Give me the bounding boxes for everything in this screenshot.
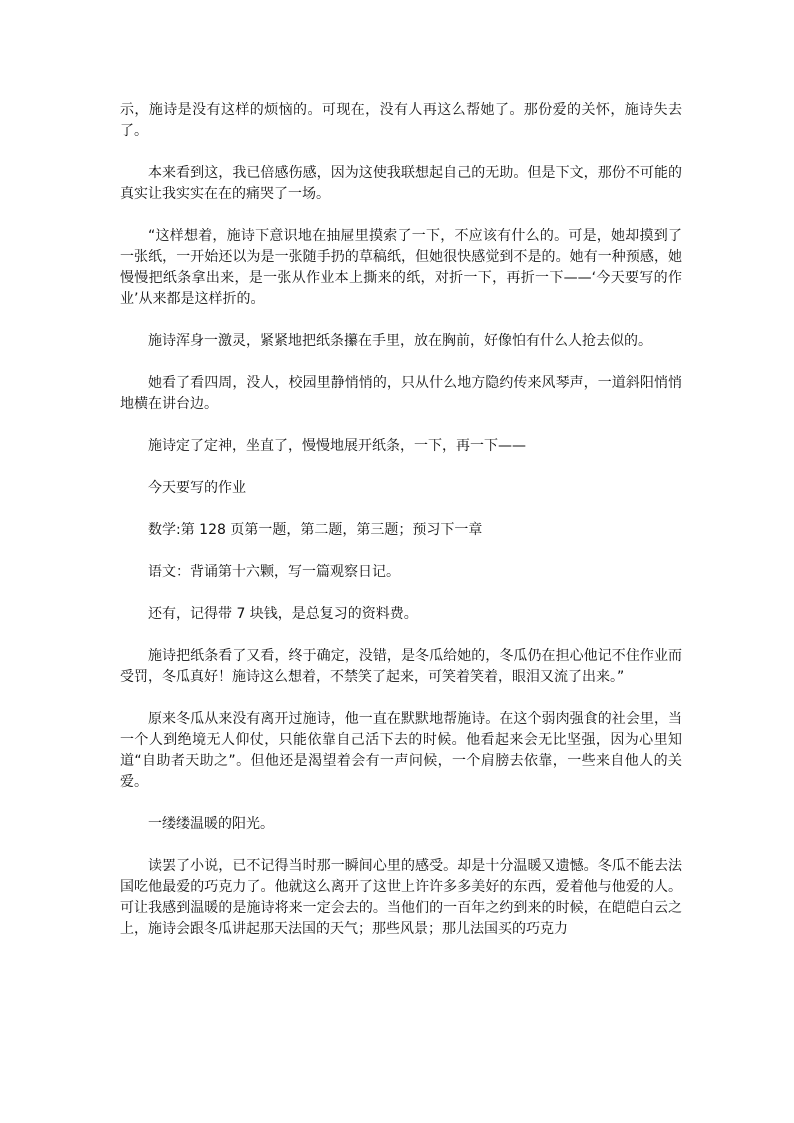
paragraph: “这样想着，施诗下意识地在抽屉里摸索了一下，不应该有什么的。可是，她却摸到了一张纸，一开始还以为是一张随手扔的草稿纸，但她很快感觉到不是的。她有一种预感，她慢慢把纸条拿出来，是一张从作业本上撕来的纸，对折一下，再折一下——‘今天要写的作业’从来都是这样折的。 [120, 228, 682, 307]
paragraph: 读罢了小说，已不记得当时那一瞬间心里的感受。却是十分温暖又遗憾。冬瓜不能去法国吃他最爱的巧克力了。他就这么离开了这世上许许多多美好的东西，爱着他与他爱的人。可让我感到温暖的是施诗将来一定会去的。当他们的一百年之约到来的时候，在皑皑白云之上，施诗会跟冬瓜讲起那天法国的天气；那些风景；那儿法国买的巧克力 [120, 858, 682, 937]
homework-title: 今天要写的作业 [148, 480, 246, 496]
paragraph: 施诗定了定神，坐直了，慢慢地展开纸条，一下，再一下—— [148, 438, 526, 454]
paragraph: 原来冬瓜从来没有离开过施诗，他一直在默默地帮施诗。在这个弱肉强食的社会里，当一个人到绝境无人仰仗，只能依靠自己活下去的时候。他看起来会无比坚强，因为心里知道“自助者天助之”。但他还是渴望着会有一声问候，一个肩膀去依靠，一些来自他人的关爱。 [120, 711, 682, 790]
homework-chinese: 语文：背诵第十六颗，写一篇观察日记。 [148, 564, 400, 580]
paragraph: 施诗浑身一激灵，紧紧地把纸条攥在手里，放在胸前，好像怕有什么人抢去似的。 [148, 333, 652, 349]
paragraph: 施诗把纸条看了又看，终于确定，没错，是冬瓜给她的，冬瓜仍在担心他记不住作业而受罚，冬瓜真好！施诗这么想着，不禁笑了起来，可笑着笑着，眼泪又流了出来。” [120, 648, 682, 685]
paragraph: 一缕缕温暖的阳光。 [148, 816, 274, 832]
homework-note: 还有，记得带 7 块钱，是总复习的资料费。 [148, 606, 418, 622]
paragraph: 本来看到这，我已倍感伤感，因为这使我联想起自己的无助。但是下文，那份不可能的真实让我实实在在的痛哭了一场。 [120, 165, 682, 202]
article-body [120, 100, 682, 961]
paragraph: 她看了看四周，没人，校园里静悄悄的，只从什么地方隐约传来风琴声，一道斜阳悄悄地横在讲台边。 [120, 375, 682, 412]
homework-math: 数学:第 128 页第一题，第二题，第三题；预习下一章 [148, 522, 483, 538]
paragraph: 示，施诗是没有这样的烦恼的。可现在，没有人再这么帮她了。那份爱的关怀，施诗失去了。 [120, 102, 682, 139]
